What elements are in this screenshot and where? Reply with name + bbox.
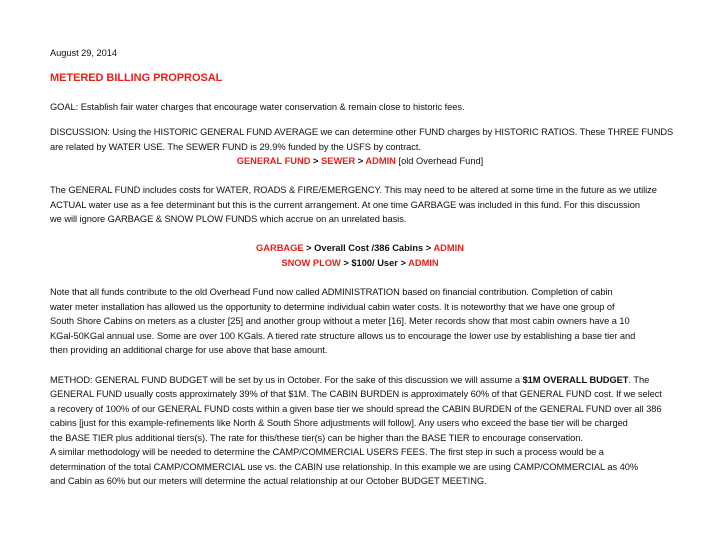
document-date: August 29, 2014 — [50, 48, 117, 58]
method-line-1-text: METHOD: GENERAL FUND BUDGET will be set by us in October. For the sake of this discussion we will assume a — [50, 375, 523, 385]
snowplow-formula: > $100/ User > — [340, 258, 409, 268]
method-line-3: a recovery of 100% of our GENERAL FUND costs within a given base tier we should spread the CABIN BURDEN of the GENERAL FUND over all 386 — [50, 404, 662, 414]
admin-label: ADMIN — [365, 156, 396, 166]
discussion-line-1: DISCUSSION: Using the HISTORIC GENERAL FUND AVERAGE we can determine other FUND charges by HISTORIC RATIOS. These THREE FUNDS — [50, 127, 674, 137]
discussion-line-2: are related by WATER USE. The SEWER FUND is 29.9% funded by the USFS by contract. — [50, 142, 421, 152]
garbage-admin: ADMIN — [433, 243, 464, 253]
snowplow-label: SNOW PLOW — [281, 258, 341, 268]
general-fund-label: GENERAL FUND — [236, 156, 311, 166]
garbage-formula: > Overall Cost /386 Cabins > — [303, 243, 434, 253]
snowplow-admin: ADMIN — [408, 258, 439, 268]
sewer-label: SEWER — [321, 156, 356, 166]
method-line-1-end: . The — [628, 375, 650, 385]
snowplow-line — [0, 257, 720, 269]
method-line-1 — [50, 374, 649, 386]
arrow-2: > — [355, 156, 366, 166]
overhead-note: [old Overhead Fund] — [395, 156, 484, 166]
overall-budget-highlight: $1M OVERALL BUDGET — [522, 375, 629, 385]
method-line-5: the BASE TIER plus additional tiers(s). The rate for this/these tier(s) can be higher than the BASE TIER to encourage conservation. — [50, 433, 583, 443]
method-line-2: GENERAL FUND usually costs approximately 39% of that $1M. The CABIN BURDEN is approximately 60% of that GENERAL FUND cost. If we select — [50, 389, 662, 399]
note-line-2: water meter installation has allowed us the opportunity to determine individual cabin water costs. It is noteworthy that we have one group of — [50, 302, 615, 312]
method-line-8: and Cabin as 60% but our meters will determine the actual relationship at our October BUDGET MEETING. — [50, 476, 487, 486]
garbage-line — [0, 242, 720, 254]
general-fund-line-1: The GENERAL FUND includes costs for WATER, ROADS & FIRE/EMERGENCY. This may need to be altered at some time in the future as we utilize — [50, 185, 657, 195]
garbage-label: GARBAGE — [256, 243, 304, 253]
document-title: METERED BILLING PROPROSAL — [50, 72, 223, 84]
arrow-1: > — [310, 156, 322, 166]
general-fund-line-2: ACTUAL water use as a fee determinant but this is the current arrangement. At one time GARBAGE was included in this fund. For this discussion — [50, 200, 640, 210]
method-line-4: cabins [just for this example-refinements like North & South Shore adjustments will follow]. Any users who exceed the base tier will be charged — [50, 418, 628, 428]
method-line-6: A similar methodology will be needed to determine the CAMP/COMMERCIAL USERS FEES. The first step in such a process would be a — [50, 447, 604, 457]
note-line-4: KGal-50KGal annual use. Some are over 100 KGals. A tiered rate structure allows us to encourage the lower use by establishing a base tier and — [50, 331, 636, 341]
method-line-7: determination of the total CAMP/COMMERCIAL use vs. the CABIN use relationship. In this example we are using CAMP/COMMERCIAL as 40% — [50, 462, 639, 472]
fund-hierarchy — [0, 155, 720, 167]
note-line-5: then providing an additional charge for use above that base amount. — [50, 345, 328, 355]
goal-text: GOAL: Establish fair water charges that encourage water conservation & remain close to historic fees. — [50, 102, 465, 112]
note-line-1: Note that all funds contribute to the old Overhead Fund now called ADMINISTRATION based on financial contribution. Completion of cabin — [50, 287, 613, 297]
general-fund-line-3: we will ignore GARBAGE & SNOW PLOW FUNDS which accrue on an unrelated basis. — [50, 214, 407, 224]
note-line-3: South Shore Cabins on meters as a cluster [25] and another group without a meter [16]. Meter records show that most cabin owners have a 10 — [50, 316, 630, 326]
